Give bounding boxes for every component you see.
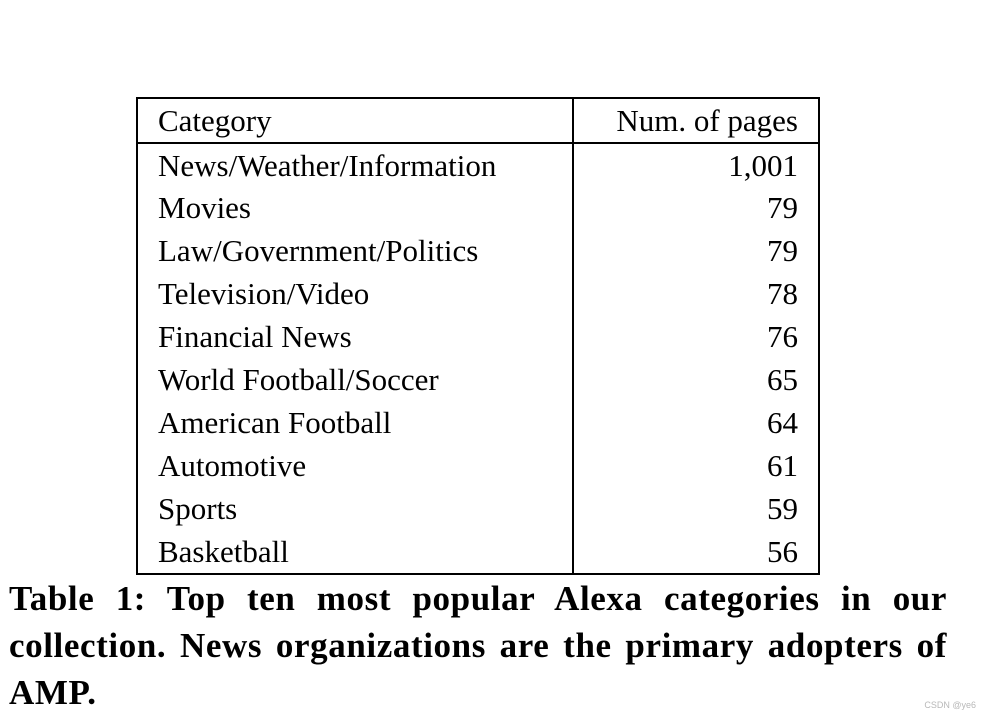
- cell-pages: 1,001: [728, 147, 798, 183]
- table-body: [137, 143, 819, 574]
- cell-pages: 65: [767, 362, 798, 397]
- table-row: [137, 530, 819, 574]
- cell-category: Movies: [137, 186, 573, 229]
- cell-category: Automotive: [137, 444, 573, 487]
- cell-pages: 79: [767, 233, 798, 268]
- cell-pages: 56: [767, 534, 798, 569]
- cell-category: Basketball: [137, 530, 573, 574]
- cell-pages: 59: [767, 491, 798, 526]
- table-row: [137, 401, 819, 444]
- table-header-row: [137, 98, 819, 143]
- table-row: [137, 487, 819, 530]
- watermark: CSDN @ye6: [924, 700, 976, 710]
- cell-pages: 79: [767, 190, 798, 225]
- categories-table: [136, 97, 820, 575]
- table-row: [137, 315, 819, 358]
- table-row: [137, 186, 819, 229]
- table-row: [137, 358, 819, 401]
- cell-pages: 64: [767, 405, 798, 440]
- cell-category: News/Weather/Information: [137, 143, 573, 186]
- cell-category: Law/Government/Politics: [137, 229, 573, 272]
- table-header: [137, 98, 819, 143]
- cell-pages: 76: [767, 319, 798, 354]
- table-row: [137, 229, 819, 272]
- table-row: [137, 444, 819, 487]
- cell-pages: 61: [767, 448, 798, 483]
- table-row: [137, 143, 819, 186]
- cell-category: Financial News: [137, 315, 573, 358]
- header-num-pages: Num. of pages: [573, 98, 819, 143]
- cell-pages: 78: [767, 276, 798, 311]
- table-caption: Table 1: Top ten most popular Alexa categories in our collection. News organizations are the primary adopters of AMP.: [9, 579, 947, 712]
- cell-category: Sports: [137, 487, 573, 530]
- cell-category: Television/Video: [137, 272, 573, 315]
- categories-table-container: [136, 97, 820, 575]
- cell-category: World Football/Soccer: [137, 358, 573, 401]
- table-row: [137, 272, 819, 315]
- cell-category: American Football: [137, 401, 573, 444]
- header-category: Category: [137, 98, 573, 143]
